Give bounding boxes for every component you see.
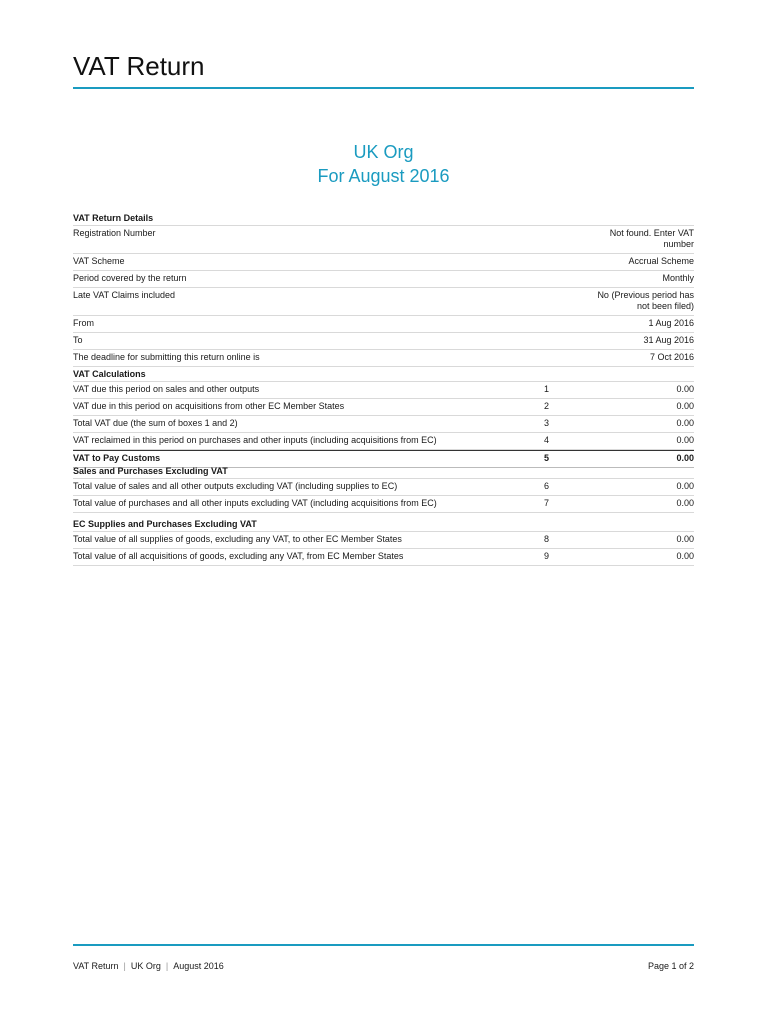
footer-separator: | [165,961,169,971]
section-title: EC Supplies and Purchases Excluding VAT [73,518,694,532]
footer-doc-title: VAT Return [73,961,119,971]
report-heading [73,140,694,188]
vat-calculations-section [73,368,694,468]
table-row [73,226,694,254]
row-label: VAT to Pay Customs [73,453,161,463]
table-row [73,382,694,399]
box-number: 3 [544,418,550,428]
table-row [73,549,694,566]
footer-org: UK Org [130,961,161,971]
row-value: 0.00 [676,453,694,463]
row-label: Total value of sales and all other outputs excluding VAT (including supplies to EC) [73,481,398,491]
page-footer [73,960,694,972]
page-title: VAT Return [73,51,205,81]
row-value: 0.00 [676,481,694,491]
table-row [73,271,694,288]
box-number: 1 [544,384,550,394]
footer-period: August 2016 [173,961,224,971]
table-row [73,288,694,316]
row-value: 31 Aug 2016 [643,335,694,345]
row-value: 0.00 [676,401,694,411]
row-value: 0.00 [676,384,694,394]
row-value: Monthly [662,273,694,283]
footer-breadcrumb [73,960,224,972]
box-number: 9 [544,551,550,561]
row-value: 0.00 [676,435,694,445]
footer-divider [73,944,694,946]
row-label: Total value of purchases and all other inputs excluding VAT (including acquisitions from EC) [73,498,437,508]
box-number: 5 [544,453,550,463]
box-number: 2 [544,401,550,411]
footer-separator: | [123,961,126,971]
box-number: 6 [544,481,550,491]
row-label: The deadline for submitting this return online is [73,352,260,362]
table-row [73,316,694,333]
row-value: 1 Aug 2016 [648,318,694,328]
table-row [73,333,694,350]
page-number: Page 1 of 2 [647,961,694,971]
row-value: 0.00 [676,418,694,428]
row-label: Total value of all supplies of goods, excluding any VAT, to other EC Member States [73,534,402,544]
row-label: Registration Number [73,228,156,238]
row-label: VAT due in this period on acquisitions from other EC Member States [73,401,345,411]
row-value: Accrual Scheme [628,256,694,266]
header-divider [73,87,694,89]
section-title: VAT Return Details [73,212,694,226]
row-label: From [73,318,94,328]
row-label: Late VAT Claims included [73,290,176,300]
row-value: 7 Oct 2016 [649,352,694,362]
row-label: VAT Scheme [73,256,125,266]
row-label: VAT reclaimed in this period on purchases and other inputs (including acquisitions from EC) [73,435,437,445]
row-value: No (Previous period has not been filed) [597,290,694,311]
row-value: 0.00 [676,551,694,561]
report-period: For August 2016 [317,166,450,186]
row-label: To [73,335,83,345]
table-row [73,532,694,549]
box-number: 7 [544,498,550,508]
section-title: Sales and Purchases Excluding VAT [73,465,694,479]
ec-supplies-section [73,518,694,566]
vat-return-details-section [73,212,694,367]
org-name: UK Org [353,142,414,162]
table-row [73,350,694,367]
row-label: Total value of all acquisitions of goods, excluding any VAT, from EC Member States [73,551,404,561]
table-row [73,399,694,416]
table-row [73,479,694,496]
row-label: VAT due this period on sales and other outputs [73,384,260,394]
box-number: 8 [544,534,550,544]
section-title: VAT Calculations [73,368,694,382]
box-number: 4 [544,435,550,445]
row-value: 0.00 [676,498,694,508]
table-row [73,254,694,271]
row-label: Total VAT due (the sum of boxes 1 and 2) [73,418,238,428]
row-value: 0.00 [676,534,694,544]
table-row [73,416,694,433]
row-value: Not found. Enter VAT number [609,228,694,249]
sales-purchases-section [73,465,694,513]
table-row [73,496,694,513]
table-row [73,433,694,450]
row-label: Period covered by the return [73,273,187,283]
